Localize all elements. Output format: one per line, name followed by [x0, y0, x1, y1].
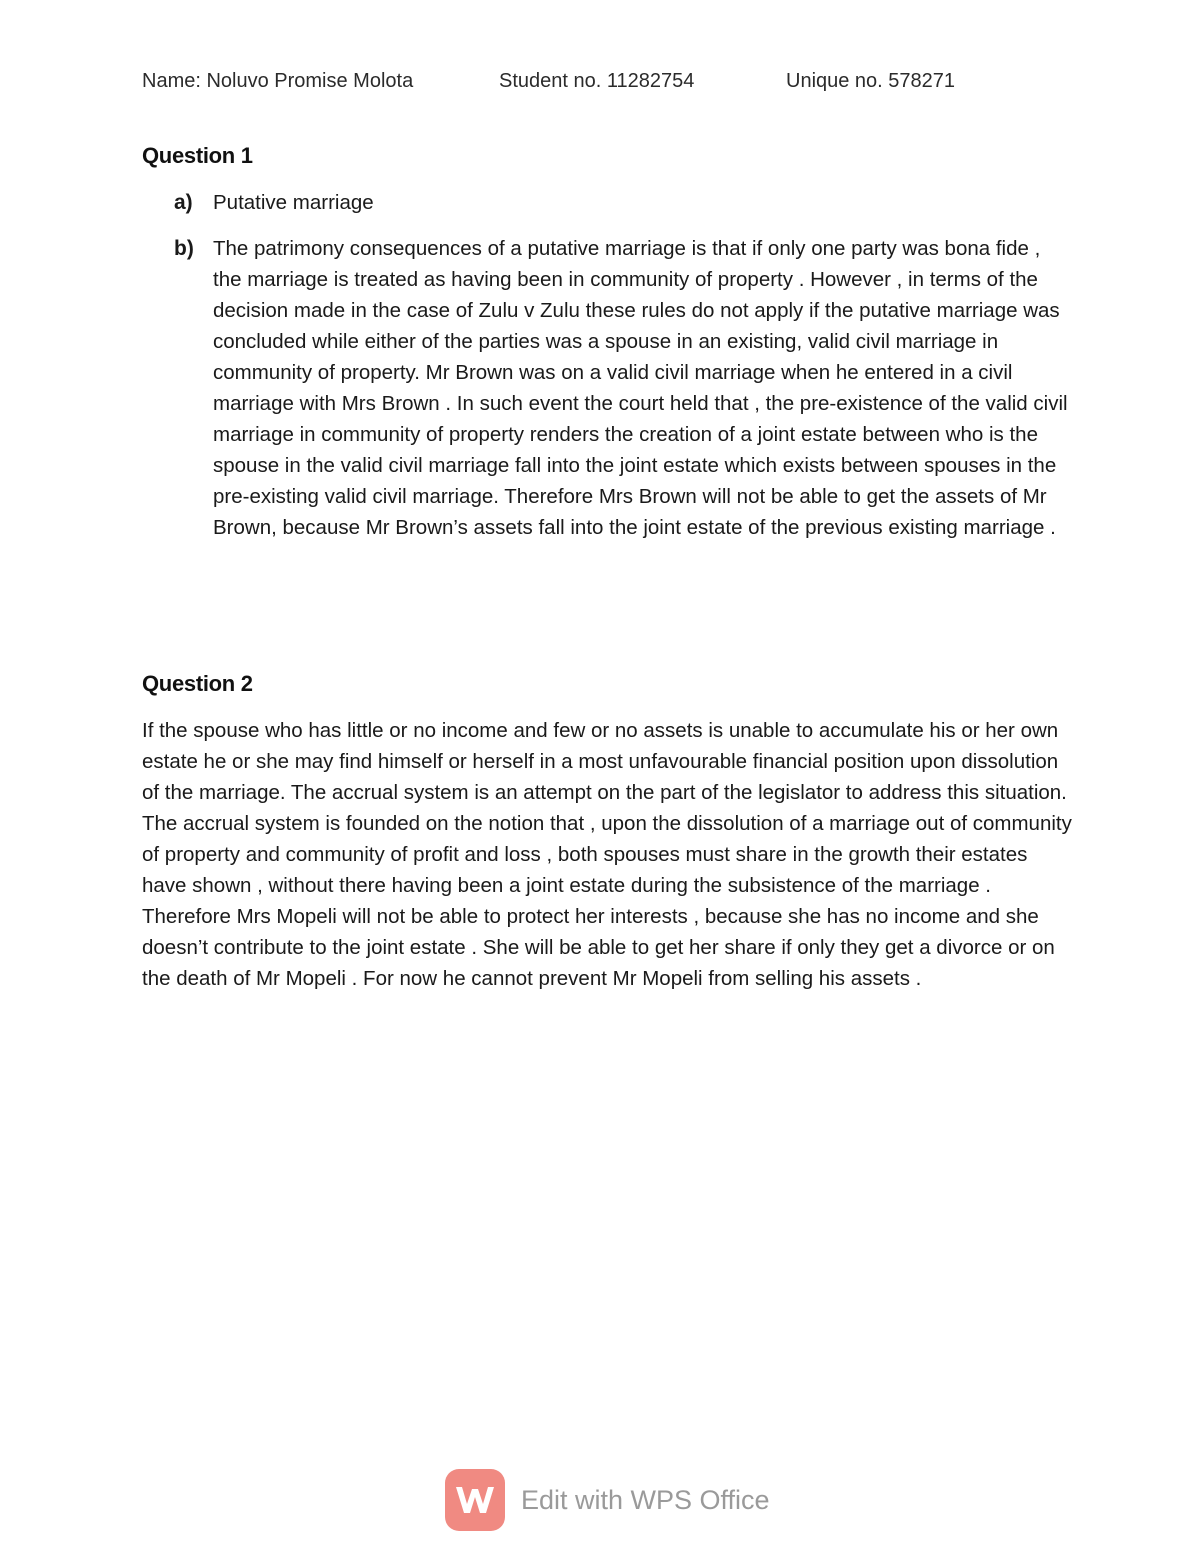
question-1-item-b — [174, 233, 1074, 543]
student-number: Student no. 11282754 — [499, 70, 695, 92]
unique-number: Unique no. 578271 — [786, 70, 956, 92]
question-2-answer: If the spouse who has little or no income and few or no assets is unable to accumulate his or her own estate he or she may find himself or herself in a most unfavourable financial position upon dissolution of the marriage. The accrual system is an attempt on the part of the legislator to address this situation. The accrual system is founded on the notion that , upon the dissolution of a marriage out of community of property and community of profit and loss , both spouses must share in the growth their estates have shown , without there having been a joint estate during the subsistence of the marriage . Therefore Mrs Mopeli will not be able to protect her interests , because she has no income and she doesn’t contribute to the joint estate . She will be able to get her share if only they get a divorce or on the death of Mr Mopeli . For now he cannot prevent Mr Mopeli from selling his assets . — [142, 719, 1072, 990]
wps-logo-icon — [445, 1469, 505, 1531]
item-b-text: The patrimony consequences of a putative marriage is that if only one party was bona fide , the marriage is treated as having been in community of property . However , in terms of the decision made in the case of Zulu v Zulu these rules do not apply if the putative marriage was concluded while either of the parties was a spouse in an existing, valid civil marriage in community of property. Mr Brown was on a valid civil marriage when he entered in a civil marriage with Mrs Brown . In such event the court held that , the pre-existence of the valid civil marriage in community of property renders the creation of a joint estate between who is the spouse in the valid civil marriage fall into the joint estate which exists between spouses in the pre-existing valid civil marriage. Therefore Mrs Brown will not be able to get the assets of Mr Brown, because Mr Brown’s assets fall into the joint estate of the previous existing marriage . — [213, 237, 1068, 539]
item-a-text: Putative marriage — [213, 191, 374, 214]
question-1-item-a — [174, 187, 1074, 218]
item-b-marker: b) — [174, 237, 194, 260]
wps-watermark[interactable] — [445, 1469, 770, 1531]
question-1-title: Question 1 — [142, 143, 253, 168]
wps-w-glyph-icon — [453, 1483, 497, 1517]
student-name: Name: Noluvo Promise Molota — [142, 70, 414, 92]
wps-watermark-text: Edit with WPS Office — [521, 1484, 770, 1515]
item-a-marker: a) — [174, 191, 193, 214]
question-2-title: Question 2 — [142, 671, 253, 696]
